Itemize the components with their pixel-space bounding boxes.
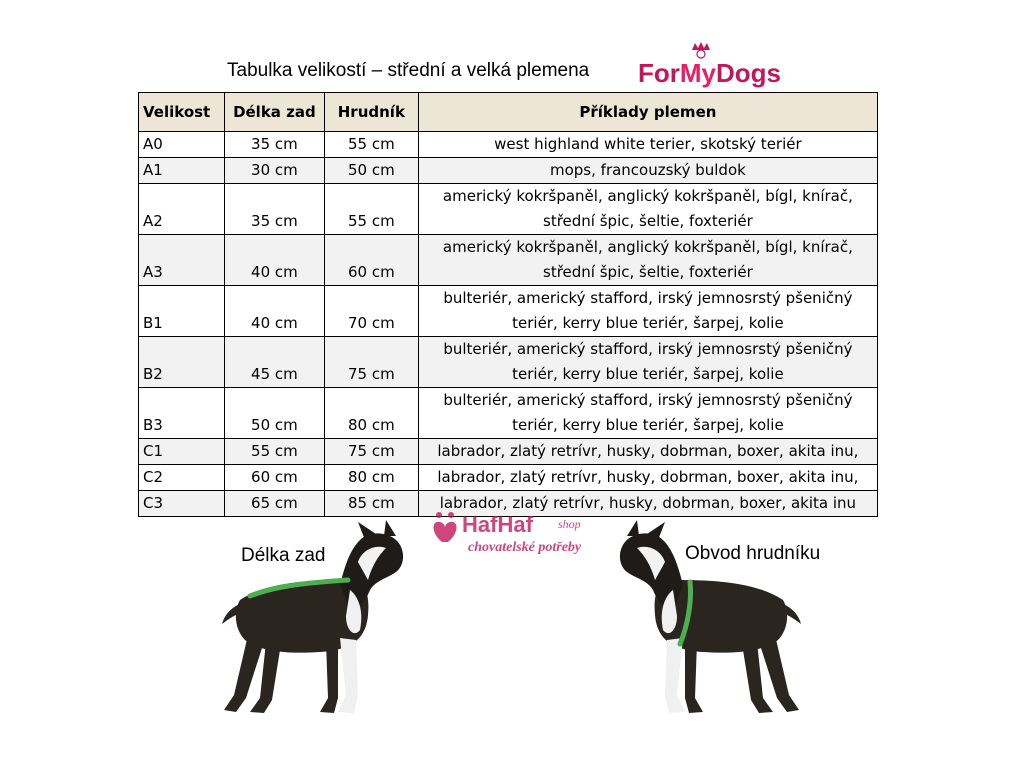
page-title: Tabulka velikostí – střední a velká plemena [227, 60, 590, 81]
breeds-line: teriér, kerry blue teriér, šarpej, kolie [512, 416, 784, 434]
table-row [139, 286, 878, 337]
breeds-cell [418, 158, 877, 184]
breeds-line: střední špic, šeltie, foxteriér [543, 263, 753, 281]
chest-cell: 80 cm [324, 388, 418, 439]
table-row [139, 184, 878, 235]
breeds-line: bulteriér, americký stafford, irský jemnosrstý pšeničný [443, 289, 853, 307]
back-length-cell: 65 cm [224, 491, 324, 517]
size-cell: A2 [139, 184, 225, 235]
breeds-cell [418, 184, 877, 235]
back-length-cell: 45 cm [224, 337, 324, 388]
table-header-row [139, 93, 878, 132]
table-row [139, 465, 878, 491]
table-row [139, 235, 878, 286]
watermark-name: HafHaf [462, 512, 533, 537]
size-cell: C3 [139, 491, 225, 517]
back-length-cell: 60 cm [224, 465, 324, 491]
breeds-line: mops, francouzský buldok [550, 161, 746, 179]
table-row [139, 337, 878, 388]
logo-text-for: For [638, 58, 680, 88]
back-length-cell: 50 cm [224, 388, 324, 439]
breeds-cell [418, 465, 877, 491]
watermark-shop: shop [558, 517, 581, 531]
dog-chest-girth-illustration [608, 520, 823, 720]
chest-cell: 75 cm [324, 439, 418, 465]
back-length-cell: 35 cm [224, 132, 324, 158]
breeds-line: labrador, zlatý retrívr, husky, dobrman, boxer, akita inu, [437, 442, 859, 460]
size-cell: C2 [139, 465, 225, 491]
breeds-line: americký kokršpaněl, anglický kokršpaněl, bígl, knírač, [442, 238, 853, 256]
header-velikost: Velikost [139, 93, 225, 132]
chest-cell: 55 cm [324, 184, 418, 235]
back-length-cell: 30 cm [224, 158, 324, 184]
chest-cell: 55 cm [324, 132, 418, 158]
paw-heart-icon [434, 512, 457, 542]
size-cell: A1 [139, 158, 225, 184]
size-cell: C1 [139, 439, 225, 465]
dog-back-length-illustration [200, 520, 415, 720]
size-cell: B3 [139, 388, 225, 439]
back-length-cell: 40 cm [224, 286, 324, 337]
size-cell: A3 [139, 235, 225, 286]
header-hrudnik: Hrudník [324, 93, 418, 132]
chest-cell: 80 cm [324, 465, 418, 491]
table-row [139, 158, 878, 184]
svg-text:ForMyDogs [638, 58, 781, 88]
breeds-cell [418, 235, 877, 286]
size-table [138, 92, 878, 517]
back-length-cell: 55 cm [224, 439, 324, 465]
table-row [139, 132, 878, 158]
header-delka-zad: Délka zad [224, 93, 324, 132]
chest-cell: 70 cm [324, 286, 418, 337]
back-length-cell: 40 cm [224, 235, 324, 286]
breeds-cell [418, 439, 877, 465]
table-row [139, 439, 878, 465]
breeds-line: labrador, zlatý retrívr, husky, dobrman, boxer, akita inu [439, 494, 857, 512]
hafhaf-watermark [428, 508, 598, 558]
chest-girth-label: Obvod hrudníku [685, 543, 821, 564]
breeds-line: bulteriér, americký stafford, irský jemnosrstý pšeničný [443, 391, 853, 409]
logo-text-my: My [679, 58, 717, 88]
breeds-cell [418, 388, 877, 439]
table-row [139, 388, 878, 439]
breeds-line: labrador, zlatý retrívr, husky, dobrman, boxer, akita inu, [437, 468, 859, 486]
crown-icon [692, 42, 710, 58]
chest-cell: 75 cm [324, 337, 418, 388]
dog-silhouette [620, 520, 801, 713]
size-cell: B1 [139, 286, 225, 337]
size-cell: B2 [139, 337, 225, 388]
breeds-cell [418, 132, 877, 158]
breeds-cell [418, 337, 877, 388]
chest-cell: 85 cm [324, 491, 418, 517]
logo-text-dogs: Dogs [716, 58, 782, 88]
breeds-line: teriér, kerry blue teriér, šarpej, kolie [512, 365, 784, 383]
back-length-label: Délka zad [241, 545, 326, 566]
breeds-line: bulteriér, americký stafford, irský jemnosrstý pšeničný [443, 340, 853, 358]
breeds-line: střední špic, šeltie, foxteriér [543, 212, 753, 230]
back-length-cell: 35 cm [224, 184, 324, 235]
size-cell: A0 [139, 132, 225, 158]
breeds-line: teriér, kerry blue teriér, šarpej, kolie [512, 314, 784, 332]
chest-cell: 50 cm [324, 158, 418, 184]
breeds-cell [418, 286, 877, 337]
watermark-tagline: chovatelské potřeby [468, 540, 582, 555]
chest-cell: 60 cm [324, 235, 418, 286]
formydogs-logo [638, 40, 798, 92]
breeds-line: americký kokršpaněl, anglický kokršpaněl, bígl, knírač, [442, 187, 853, 205]
dog-silhouette [222, 520, 403, 713]
header-priklady-plemen: Příklady plemen [418, 93, 877, 132]
breeds-line: west highland white terier, skotský teriér [494, 135, 802, 153]
